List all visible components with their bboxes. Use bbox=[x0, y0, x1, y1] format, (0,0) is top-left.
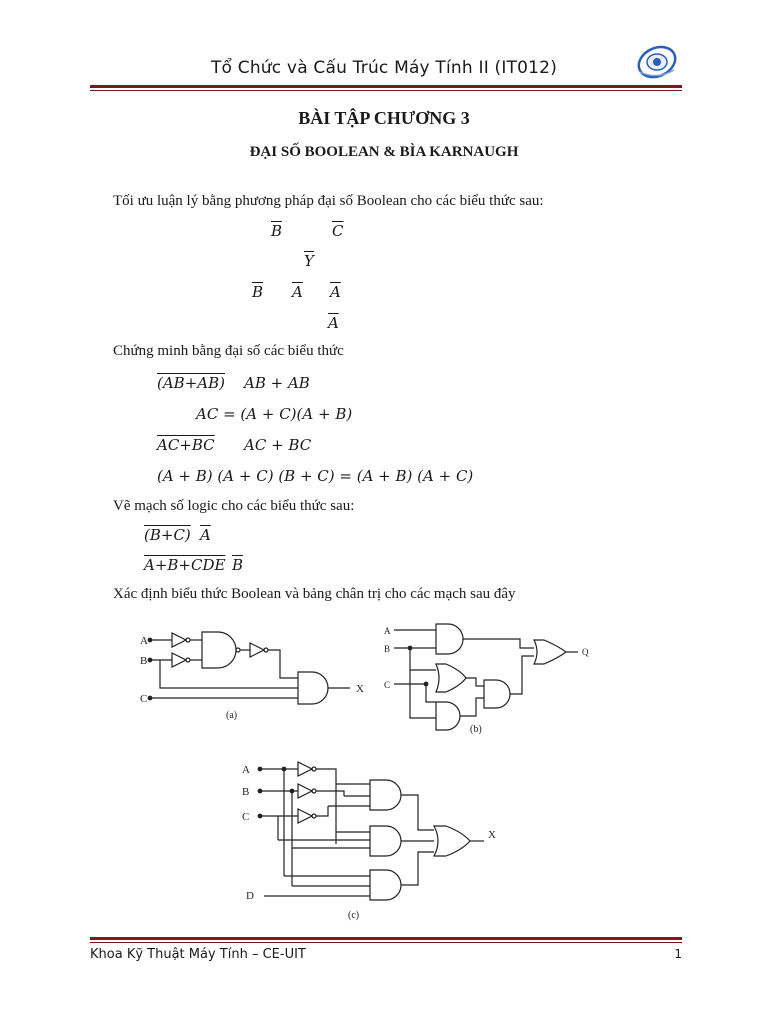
footer-page-number: 1 bbox=[674, 947, 682, 961]
equation-lhs: (AB+AB) bbox=[157, 374, 225, 392]
chapter-title: BÀI TẬP CHƯƠNG 3 bbox=[298, 108, 470, 128]
circuit-a-input-b: B bbox=[140, 655, 148, 667]
page-header-title: Tổ Chức và Cấu Trúc Máy Tính II (IT012) bbox=[210, 58, 558, 78]
circuit-c-input-c: C bbox=[242, 811, 250, 823]
circuit-c-input-a: A bbox=[242, 764, 250, 776]
header-rule bbox=[90, 85, 682, 88]
circuit-b-diagram bbox=[380, 618, 600, 736]
expression: A+B+CDE bbox=[144, 556, 226, 574]
math-term: $\overline{A}$ bbox=[292, 283, 303, 301]
circuit-b-output: Q bbox=[582, 647, 589, 657]
math-term: $\overline{Y}$ bbox=[304, 252, 314, 270]
circuit-a-caption: (a) bbox=[226, 710, 238, 721]
footer-rule-thin bbox=[90, 942, 682, 943]
equation-rhs: AC + BC bbox=[244, 436, 312, 454]
circuit-c-output: X bbox=[488, 829, 496, 841]
circuit-c-diagram bbox=[238, 756, 518, 926]
math-term: $\overline{A}$ bbox=[330, 283, 341, 301]
math-term: $\overline{B}$ bbox=[271, 222, 283, 240]
section-intro-prove: Chứng minh bằng đại số các biểu thức bbox=[113, 343, 344, 359]
university-logo bbox=[634, 42, 680, 82]
header-rule-thin bbox=[90, 90, 682, 91]
circuit-b-input-b: B bbox=[384, 644, 391, 654]
circuit-b-caption: (b) bbox=[470, 724, 482, 735]
footer-rule bbox=[90, 937, 682, 940]
circuit-a-diagram bbox=[130, 622, 370, 722]
equation: (A + B) (A + C) (B + C) = (A + B) (A + C) bbox=[157, 467, 474, 485]
section-intro-determine: Xác định biểu thức Boolean và bảng chân trị cho các mạch sau đây bbox=[113, 586, 516, 602]
circuit-a-output: X bbox=[356, 683, 364, 695]
math-term: $\overline{A}$ bbox=[328, 314, 339, 332]
circuit-b-input-c: C bbox=[384, 680, 391, 690]
expression-term: $\overline{B}$ bbox=[232, 556, 244, 574]
equation-rhs: AB + AB bbox=[244, 374, 310, 392]
circuit-a-input-a: A bbox=[140, 635, 148, 647]
expression-term: $\overline{A}$ bbox=[200, 526, 211, 544]
circuit-a-input-c: C bbox=[140, 693, 148, 705]
section-intro-draw: Vẽ mạch số logic cho các biểu thức sau: bbox=[113, 498, 355, 514]
equation: AC = (A + C)(A + B) bbox=[196, 405, 353, 423]
equation-lhs: AC+BC bbox=[157, 436, 215, 454]
circuit-c-caption: (c) bbox=[348, 910, 360, 921]
math-term: $\overline{B}$ bbox=[252, 283, 264, 301]
circuit-c-input-b: B bbox=[242, 786, 250, 798]
chapter-subtitle: ĐẠI SỐ BOOLEAN & BÌA KARNAUGH bbox=[249, 144, 519, 160]
footer-department: Khoa Kỹ Thuật Máy Tính – CE-UIT bbox=[90, 947, 306, 962]
math-term: $\overline{C}$ bbox=[332, 222, 344, 240]
circuit-c-input-d: D bbox=[246, 890, 254, 902]
expression: (B+C) bbox=[144, 526, 191, 544]
circuit-b-input-a: A bbox=[384, 626, 391, 636]
section-intro-optimize: Tối ưu luận lý bằng phương pháp đại số Boolean cho các biểu thức sau: bbox=[113, 193, 544, 209]
